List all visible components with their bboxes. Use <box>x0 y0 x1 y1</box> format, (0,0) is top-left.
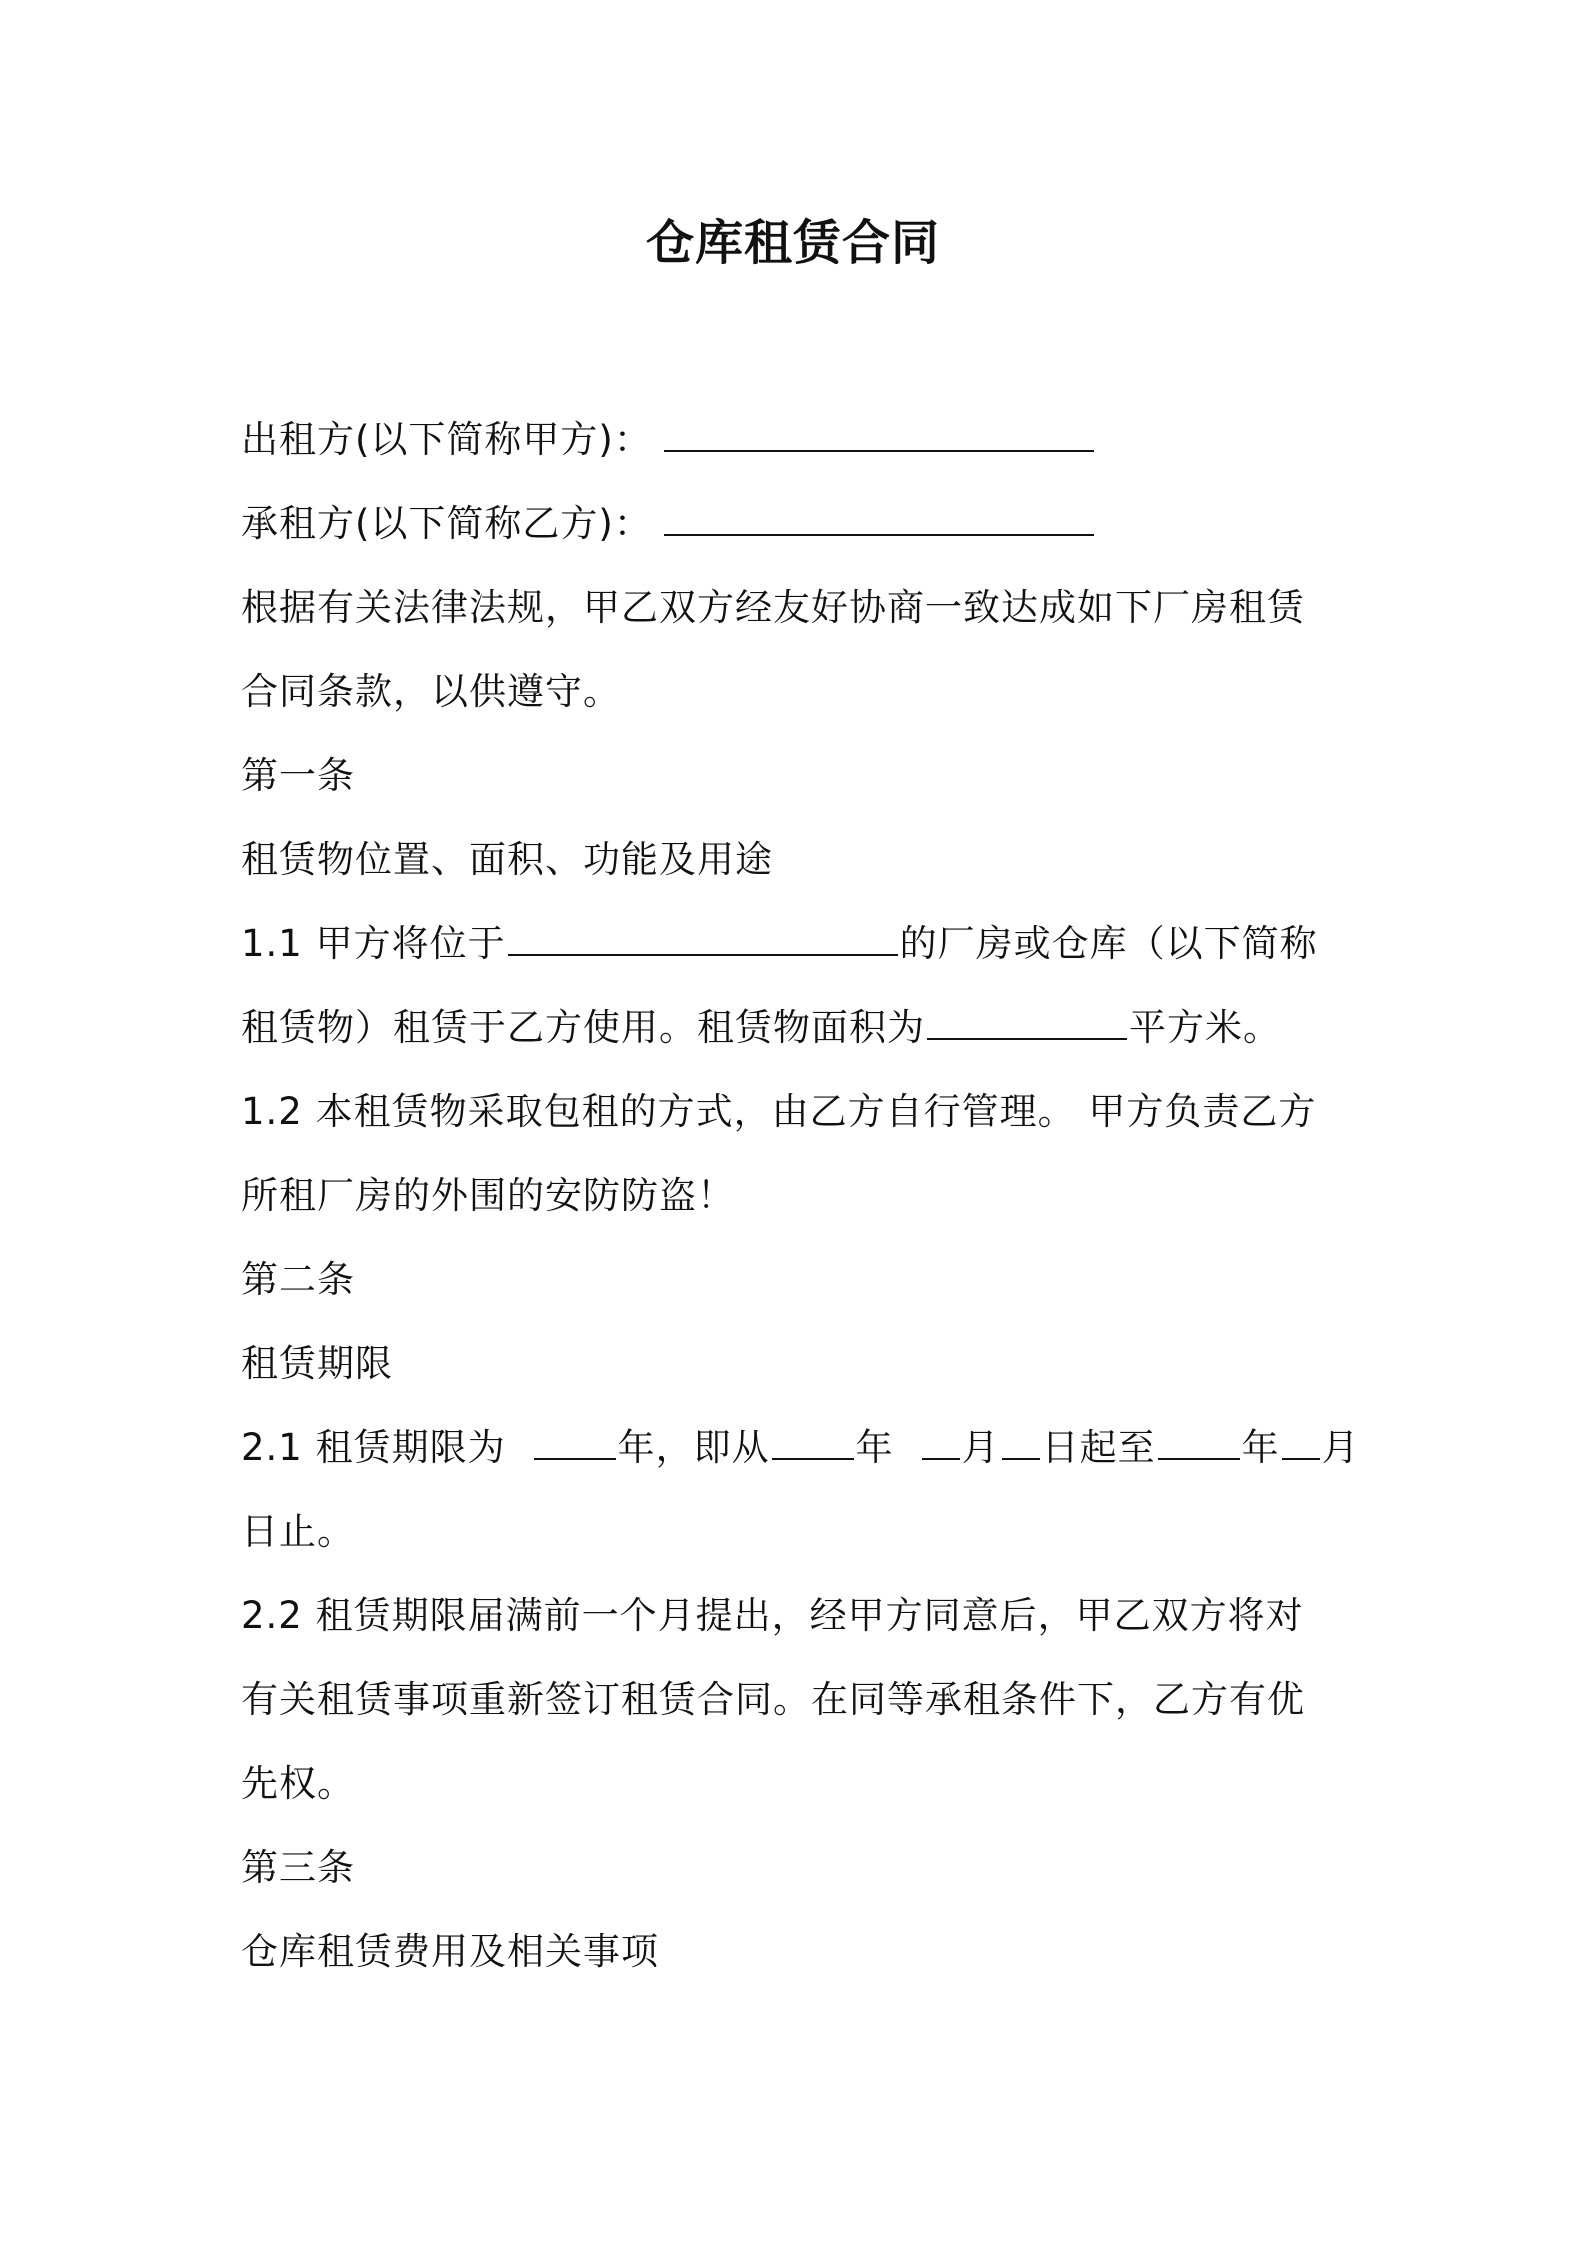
lessee-label: 承租方(以下简称乙方)： <box>241 502 652 545</box>
clause-2-1-line-1 <box>241 1406 1361 1490</box>
end-year-blank <box>1158 1422 1240 1460</box>
clause-1-1-text-c: 租赁物）租赁于乙方使用。租赁物面积为 <box>241 1006 925 1049</box>
clause-2-2-line-3: 先权。 <box>241 1762 355 1805</box>
term-years-blank <box>534 1422 616 1460</box>
document-title: 仓库租赁合同 <box>645 215 940 271</box>
article-1-heading: 第一条 <box>241 754 355 797</box>
lessee-blank <box>664 498 1094 536</box>
clause-2-1-year-1: 年，即从 <box>617 1426 770 1469</box>
article-3-heading: 第三条 <box>241 1846 355 1889</box>
clause-2-1-year-2: 年 <box>855 1426 894 1469</box>
start-year-blank <box>772 1422 854 1460</box>
lessee-line <box>241 482 1361 566</box>
clause-2-1-month-1: 月 <box>961 1426 1000 1469</box>
lessor-line <box>241 398 1361 482</box>
article-2-title: 租赁期限 <box>241 1342 393 1385</box>
article-2-heading: 第二条 <box>241 1258 355 1301</box>
area-blank <box>927 1002 1127 1040</box>
end-month-blank <box>1282 1422 1320 1460</box>
clause-2-2-line-1: 2.2 租赁期限届满前一个月提出，经甲方同意后，甲乙双方将对 <box>241 1594 1304 1637</box>
clause-2-2-line-2: 有关租赁事项重新签订租赁合同。在同等承租条件下，乙方有优 <box>241 1678 1305 1721</box>
clause-1-1-text-a: 1.1 甲方将位于 <box>241 922 506 965</box>
intro-line-2: 合同条款，以供遵守。 <box>241 670 621 713</box>
contract-body <box>241 398 1361 1994</box>
clause-1-1-line-2 <box>241 986 1361 1070</box>
clause-2-1-day-1: 日起至 <box>1041 1426 1156 1469</box>
location-blank <box>508 918 898 956</box>
clause-1-1-text-d: 平方米。 <box>1129 1006 1281 1049</box>
article-3-title: 仓库租赁费用及相关事项 <box>241 1930 659 1973</box>
clause-2-1-month-2: 月 <box>1321 1426 1360 1469</box>
clause-2-1-year-3: 年 <box>1241 1426 1280 1469</box>
clause-1-1-text-b: 的厂房或仓库（以下简称 <box>899 922 1318 965</box>
lessor-label: 出租方(以下简称甲方)： <box>241 418 652 461</box>
start-month-blank <box>922 1422 960 1460</box>
intro-line-1: 根据有关法律法规，甲乙双方经友好协商一致达成如下厂房租赁 <box>241 586 1305 629</box>
lessor-blank <box>664 414 1094 452</box>
clause-1-2-line-2: 所租厂房的外围的安防防盗！ <box>241 1174 735 1217</box>
clause-2-1-line-2: 日止。 <box>241 1510 355 1553</box>
clause-1-1-line-1 <box>241 902 1361 986</box>
start-day-blank <box>1002 1422 1040 1460</box>
clause-2-1-prefix: 2.1 租赁期限为 <box>241 1426 506 1469</box>
clause-1-2-line-1: 1.2 本租赁物采取包租的方式，由乙方自行管理。 甲方负责乙方 <box>241 1090 1317 1133</box>
article-1-title: 租赁物位置、面积、功能及用途 <box>241 838 773 881</box>
